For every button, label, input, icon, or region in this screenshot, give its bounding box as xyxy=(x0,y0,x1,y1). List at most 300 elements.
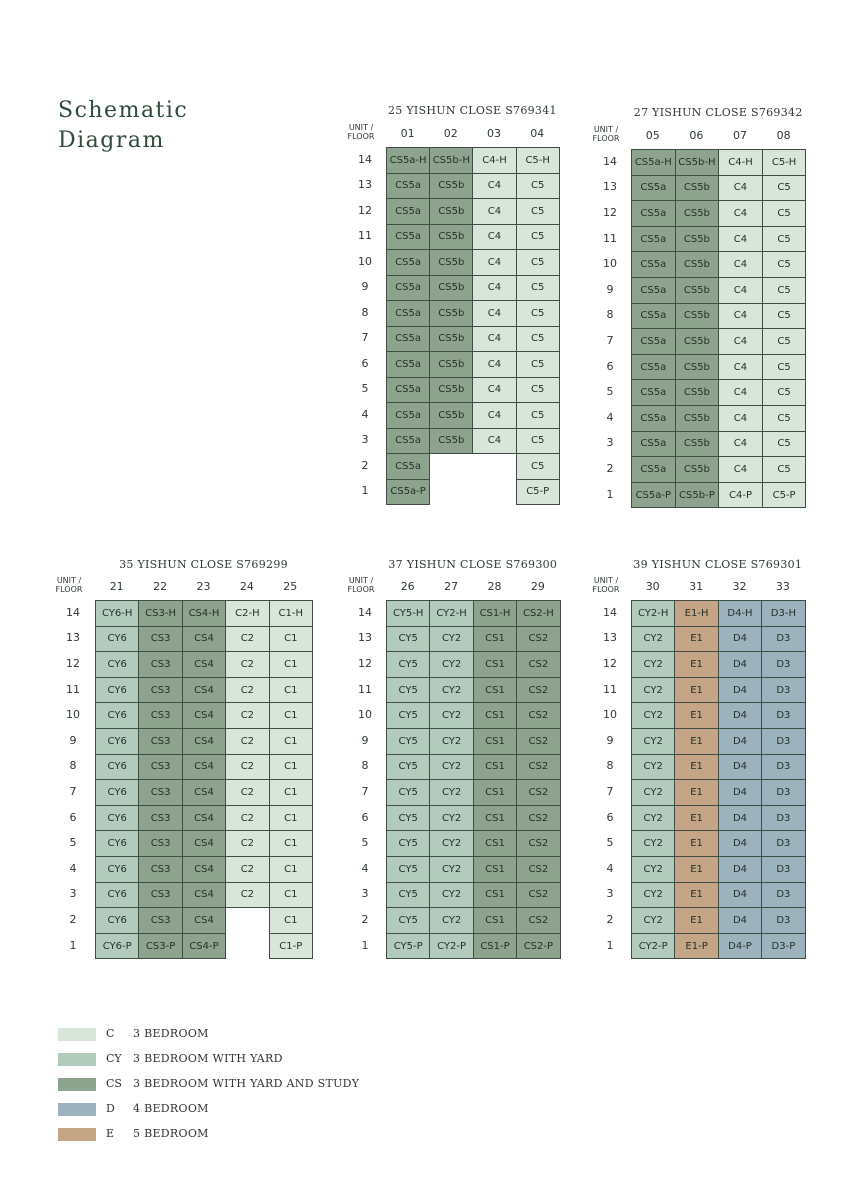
floor-label: 10 xyxy=(358,708,372,722)
unit-cell: CS5a xyxy=(386,428,430,455)
unit-floor-label-line1: UNIT / xyxy=(348,576,374,585)
unit-cell: CS4 xyxy=(182,907,226,934)
floor-label: 12 xyxy=(603,206,617,219)
floor-label: 14 xyxy=(603,154,617,168)
unit-cell: C4 xyxy=(718,405,763,432)
unit-cell: CS5b xyxy=(675,303,720,330)
unit-cell: C5 xyxy=(762,175,807,202)
unit-floor-label xyxy=(344,576,378,594)
unit-cell: CS1 xyxy=(473,651,517,678)
unit-cell: CS5a-H xyxy=(386,147,430,174)
unit-cell: C2 xyxy=(225,856,269,883)
unit-floor-label-line1: UNIT / xyxy=(593,576,619,585)
unit-cell: E1 xyxy=(674,754,718,781)
unit-cell: CS2 xyxy=(516,626,560,653)
unit-cell: CY2 xyxy=(631,907,675,934)
unit-cell: C4-H xyxy=(718,149,763,176)
unit-cell: CS2 xyxy=(516,677,560,704)
unit-cell: D3 xyxy=(761,702,805,729)
unit-cell: E1 xyxy=(674,728,718,755)
unit-number-header: 08 xyxy=(776,129,791,142)
unit-cell: C1 xyxy=(269,728,313,755)
unit-cell: CS3 xyxy=(138,907,182,934)
unit-cell: CS1 xyxy=(473,754,517,781)
unit-cell: CS4 xyxy=(182,805,226,832)
unit-cell: CS5b xyxy=(675,200,720,227)
unit-cell: CS5b xyxy=(429,300,473,327)
unit-cell: CS1 xyxy=(473,805,517,832)
floor-label: 11 xyxy=(603,231,617,245)
floor-label: 1 xyxy=(69,938,77,952)
unit-cell: E1-H xyxy=(674,600,718,627)
unit-cell: CY2 xyxy=(631,728,675,755)
unit-cell: C4 xyxy=(718,303,763,330)
unit-cell: D3 xyxy=(761,754,805,781)
unit-cell: CS5b-P xyxy=(675,482,720,509)
unit-cell: CS5b xyxy=(675,405,720,432)
unit-cell: CS4 xyxy=(182,856,226,883)
unit-cell: CS5a xyxy=(631,200,676,227)
floor-label: 8 xyxy=(69,759,77,773)
unit-cell: D4 xyxy=(718,856,762,883)
unit-cell: C4 xyxy=(472,249,516,276)
unit-cell: CS3 xyxy=(138,882,182,909)
unit-number-header: 27 xyxy=(444,580,459,593)
unit-cell: CS5b xyxy=(429,173,473,200)
unit-cell: CS5b xyxy=(429,326,473,353)
unit-cell: CS3-P xyxy=(138,933,182,960)
legend-swatch xyxy=(58,1028,96,1041)
unit-cell: C5 xyxy=(762,200,807,227)
unit-cell: C5 xyxy=(516,224,560,251)
unit-cell: CS5a xyxy=(631,456,676,483)
unit-number-header: 29 xyxy=(530,580,545,593)
unit-cell: C5 xyxy=(762,251,807,278)
unit-cell: CS2 xyxy=(516,830,560,857)
unit-cell: C2 xyxy=(225,702,269,729)
unit-cell: CS5b xyxy=(675,251,720,278)
unit-cell: C4 xyxy=(718,251,763,278)
unit-cell: CY6 xyxy=(95,805,139,832)
unit-cell: CS3 xyxy=(138,779,182,806)
floor-label: 9 xyxy=(361,733,369,747)
floor-label: 13 xyxy=(66,631,80,645)
unit-cell: C5 xyxy=(516,300,560,327)
floor-label: 9 xyxy=(606,282,614,296)
unit-number-header: 21 xyxy=(109,580,124,593)
floor-label: 7 xyxy=(69,785,77,798)
unit-cell: CS5a xyxy=(386,453,430,480)
unit-cell: C4 xyxy=(718,200,763,227)
page-title xyxy=(58,96,188,156)
unit-cell: CS5a xyxy=(631,251,676,278)
unit-cell: C2 xyxy=(225,754,269,781)
floor-label: 12 xyxy=(66,657,80,670)
unit-cell: D4 xyxy=(718,882,762,909)
unit-cell: CY2-H xyxy=(631,600,675,627)
unit-cell: CY2 xyxy=(429,882,473,909)
unit-cell: C1 xyxy=(269,754,313,781)
unit-cell: C2 xyxy=(225,651,269,678)
unit-cell: C5 xyxy=(516,377,560,404)
unit-cell: C4 xyxy=(472,173,516,200)
floor-label: 3 xyxy=(606,436,614,450)
floor-label: 13 xyxy=(603,180,617,194)
floor-label: 11 xyxy=(358,229,372,243)
block-title: 39 YISHUN CLOSE S769301 xyxy=(633,558,803,571)
unit-number-header: 05 xyxy=(645,129,660,142)
unit-number-header: 31 xyxy=(689,580,704,593)
unit-cell: CS3 xyxy=(138,805,182,832)
unit-cell: CS4 xyxy=(182,728,226,755)
legend-code: D xyxy=(106,1102,115,1115)
unit-cell: CY6 xyxy=(95,882,139,909)
unit-cell: E1 xyxy=(674,805,718,832)
floor-label: 11 xyxy=(66,682,80,696)
unit-cell: CY6 xyxy=(95,754,139,781)
floor-label: 6 xyxy=(606,810,614,824)
unit-cell: C5 xyxy=(762,328,807,355)
unit-cell: D4 xyxy=(718,779,762,806)
legend-swatch xyxy=(58,1103,96,1116)
unit-cell: CS5a xyxy=(386,275,430,302)
unit-cell: CY5 xyxy=(386,677,430,704)
floor-label: 1 xyxy=(606,938,614,952)
floor-label: 10 xyxy=(603,708,617,722)
floor-label: 12 xyxy=(358,203,372,217)
unit-cell: CY2-P xyxy=(631,933,675,960)
unit-cell: E1 xyxy=(674,626,718,653)
unit-cell: D3 xyxy=(761,805,805,832)
unit-cell: E1-P xyxy=(674,933,718,960)
unit-cell: CS5a xyxy=(386,326,430,353)
unit-cell: C4 xyxy=(472,275,516,302)
unit-floor-label-line1: UNIT / xyxy=(56,576,82,585)
unit-cell: CY2-P xyxy=(429,933,473,960)
unit-cell: D4-P xyxy=(718,933,762,960)
unit-floor-label-line2: FLOOR xyxy=(55,585,83,594)
unit-cell: E1 xyxy=(674,856,718,883)
unit-cell: CY5 xyxy=(386,830,430,857)
unit-cell: D4-H xyxy=(718,600,762,627)
unit-cell: CS3 xyxy=(138,856,182,883)
unit-cell: C4 xyxy=(718,354,763,381)
unit-cell: C4-P xyxy=(718,482,763,509)
unit-cell: CS5a xyxy=(386,224,430,251)
legend-swatch xyxy=(58,1053,96,1066)
unit-cell: C2 xyxy=(225,830,269,857)
unit-floor-label-line2: FLOOR xyxy=(592,585,620,594)
unit-cell: D4 xyxy=(718,907,762,934)
unit-cell: CS5a xyxy=(631,226,676,253)
floor-label: 8 xyxy=(606,759,614,773)
unit-cell: CS1 xyxy=(473,882,517,909)
unit-cell: CY5-H xyxy=(386,600,430,627)
unit-cell: D4 xyxy=(718,805,762,832)
floor-label: 6 xyxy=(69,810,77,824)
unit-cell: CS4 xyxy=(182,754,226,781)
unit-cell: CY2 xyxy=(631,651,675,678)
unit-cell: CY6 xyxy=(95,728,139,755)
unit-cell: CS5a xyxy=(631,175,676,202)
unit-cell: C4 xyxy=(718,226,763,253)
unit-cell: CS3 xyxy=(138,728,182,755)
unit-cell: C5 xyxy=(516,173,560,200)
unit-cell: D4 xyxy=(718,702,762,729)
floor-label: 12 xyxy=(603,657,617,670)
unit-cell: C5 xyxy=(762,456,807,483)
unit-cell: C4 xyxy=(472,402,516,429)
unit-cell: CS2 xyxy=(516,805,560,832)
unit-cell: C4 xyxy=(718,379,763,406)
unit-cell: CS2 xyxy=(516,728,560,755)
unit-cell: CS5a xyxy=(386,300,430,327)
unit-cell: CY2 xyxy=(429,856,473,883)
floor-label: 13 xyxy=(358,178,372,192)
floor-label: 1 xyxy=(606,487,614,501)
unit-cell: C5 xyxy=(516,249,560,276)
legend-code: CS xyxy=(106,1077,122,1090)
unit-cell: CS4-P xyxy=(182,933,226,960)
floor-label: 4 xyxy=(606,410,614,424)
unit-cell: CS4 xyxy=(182,830,226,857)
unit-cell: C1 xyxy=(269,677,313,704)
unit-cell: C5 xyxy=(516,275,560,302)
unit-cell: CS5b-H xyxy=(429,147,473,174)
unit-cell: D4 xyxy=(718,651,762,678)
unit-cell: CS2-H xyxy=(516,600,560,627)
unit-cell: CY2 xyxy=(429,754,473,781)
unit-cell: C4 xyxy=(718,431,763,458)
legend-swatch xyxy=(58,1078,96,1091)
floor-label: 4 xyxy=(69,861,77,875)
unit-cell: CY6 xyxy=(95,677,139,704)
unit-cell: CS4 xyxy=(182,677,226,704)
floor-label: 3 xyxy=(361,433,369,447)
unit-floor-label xyxy=(52,576,86,594)
unit-cell: CY2 xyxy=(631,677,675,704)
unit-cell: CS5a-H xyxy=(631,149,676,176)
floor-label: 10 xyxy=(358,254,372,268)
unit-cell: CS5b xyxy=(675,431,720,458)
block-title: 35 YISHUN CLOSE S769299 xyxy=(119,558,288,571)
unit-cell: CS3-H xyxy=(138,600,182,627)
unit-cell: D3 xyxy=(761,651,805,678)
unit-cell: C5 xyxy=(762,303,807,330)
unit-cell: C1-P xyxy=(269,933,313,960)
unit-cell: CS5b xyxy=(429,198,473,225)
unit-cell: C2 xyxy=(225,882,269,909)
unit-cell: D3-P xyxy=(761,933,805,960)
unit-cell: C5-P xyxy=(762,482,807,509)
unit-cell: E1 xyxy=(674,779,718,806)
unit-number-header: 28 xyxy=(487,580,502,593)
unit-cell: C5 xyxy=(762,379,807,406)
unit-cell: CS5a xyxy=(631,379,676,406)
unit-cell: CY6 xyxy=(95,702,139,729)
unit-cell: E1 xyxy=(674,702,718,729)
floor-label: 14 xyxy=(603,605,617,619)
unit-cell: CS3 xyxy=(138,677,182,704)
unit-cell: CY6 xyxy=(95,651,139,678)
unit-number-header: 04 xyxy=(530,127,545,140)
unit-cell: D3-H xyxy=(761,600,805,627)
legend-description: 4 BEDROOM xyxy=(133,1102,209,1115)
floor-label: 9 xyxy=(361,280,369,294)
unit-cell: C2-H xyxy=(225,600,269,627)
unit-cell: CY2 xyxy=(429,830,473,857)
floor-label: 10 xyxy=(603,257,617,271)
unit-cell: CY2 xyxy=(631,754,675,781)
unit-cell: C1 xyxy=(269,702,313,729)
unit-cell: D4 xyxy=(718,728,762,755)
floor-label: 6 xyxy=(361,810,369,824)
unit-cell: D3 xyxy=(761,779,805,806)
floor-label: 2 xyxy=(606,462,614,475)
floor-label: 8 xyxy=(361,759,369,773)
floor-label: 1 xyxy=(361,484,369,498)
unit-cell: CY5-P xyxy=(386,933,430,960)
unit-cell: CS2 xyxy=(516,779,560,806)
floor-label: 9 xyxy=(69,733,77,747)
unit-cell: CY5 xyxy=(386,907,430,934)
unit-cell: C1 xyxy=(269,830,313,857)
unit-cell: C5 xyxy=(762,354,807,381)
unit-cell: C4 xyxy=(472,326,516,353)
unit-cell: C4 xyxy=(472,300,516,327)
unit-cell: CS5b xyxy=(429,351,473,378)
unit-cell: CS1 xyxy=(473,728,517,755)
unit-cell: CY6 xyxy=(95,856,139,883)
unit-cell: CY6 xyxy=(95,626,139,653)
unit-cell: CS5b xyxy=(429,224,473,251)
unit-cell: CY5 xyxy=(386,754,430,781)
unit-cell: C2 xyxy=(225,805,269,832)
unit-cell: CY5 xyxy=(386,728,430,755)
unit-cell: C5 xyxy=(516,453,560,480)
unit-number-header: 06 xyxy=(689,129,704,142)
floor-label: 13 xyxy=(358,631,372,645)
legend-code: E xyxy=(106,1127,115,1140)
unit-cell: CS5a-P xyxy=(631,482,676,509)
floor-label: 5 xyxy=(606,836,614,850)
unit-cell: CY2 xyxy=(631,856,675,883)
unit-cell: CS5a xyxy=(386,249,430,276)
floor-label: 9 xyxy=(606,733,614,747)
unit-floor-label-line1: UNIT / xyxy=(593,125,619,134)
unit-cell: CS1 xyxy=(473,779,517,806)
unit-cell: CS4-H xyxy=(182,600,226,627)
unit-cell: C1 xyxy=(269,651,313,678)
floor-label: 14 xyxy=(358,605,372,619)
page-title-line2: Diagram xyxy=(58,128,165,153)
unit-cell: CS5a xyxy=(386,351,430,378)
unit-cell: C4 xyxy=(718,456,763,483)
floor-label: 3 xyxy=(361,887,369,901)
unit-cell: CS1-P xyxy=(473,933,517,960)
unit-cell: CS3 xyxy=(138,754,182,781)
unit-cell: CS5b xyxy=(675,354,720,381)
unit-cell: C1 xyxy=(269,779,313,806)
floor-label: 10 xyxy=(66,708,80,722)
unit-cell: CY2 xyxy=(429,779,473,806)
floor-label: 14 xyxy=(358,152,372,166)
unit-floor-label xyxy=(589,576,623,594)
floor-label: 5 xyxy=(69,836,77,850)
unit-cell: CY6 xyxy=(95,779,139,806)
floor-label: 1 xyxy=(361,938,369,952)
block-title: 27 YISHUN CLOSE S769342 xyxy=(633,106,803,119)
unit-cell: C5 xyxy=(762,431,807,458)
floor-label: 11 xyxy=(603,682,617,696)
floor-label: 8 xyxy=(606,308,614,322)
unit-number-header: 02 xyxy=(443,127,458,140)
page-title-line1: Schematic xyxy=(58,98,189,123)
unit-cell: CY5 xyxy=(386,856,430,883)
unit-number-header: 07 xyxy=(732,129,747,142)
unit-cell: C4 xyxy=(472,377,516,404)
legend-description: 3 BEDROOM WITH YARD xyxy=(133,1052,283,1065)
unit-number-header: 23 xyxy=(196,580,211,593)
unit-cell: CS3 xyxy=(138,830,182,857)
unit-cell: CS5a xyxy=(631,303,676,330)
unit-cell: CS5a xyxy=(631,354,676,381)
unit-cell: CY5 xyxy=(386,626,430,653)
unit-cell: E1 xyxy=(674,677,718,704)
unit-cell: D3 xyxy=(761,856,805,883)
floor-label: 6 xyxy=(606,359,614,373)
legend-description: 3 BEDROOM xyxy=(133,1027,209,1040)
unit-cell: C4 xyxy=(472,198,516,225)
floor-label: 4 xyxy=(361,861,369,875)
unit-cell: CY6 xyxy=(95,830,139,857)
unit-cell: C5 xyxy=(516,198,560,225)
unit-cell: CS2 xyxy=(516,907,560,934)
unit-cell: CS2 xyxy=(516,651,560,678)
unit-cell: C4 xyxy=(718,175,763,202)
floor-label: 7 xyxy=(361,785,369,798)
unit-number-header: 33 xyxy=(775,580,790,593)
floor-label: 7 xyxy=(606,334,614,347)
floor-label: 6 xyxy=(361,356,369,370)
floor-label: 7 xyxy=(361,331,369,345)
unit-cell: C5-H xyxy=(516,147,560,174)
floor-label: 3 xyxy=(606,887,614,901)
unit-cell: CY5 xyxy=(386,779,430,806)
unit-cell: CS5a-P xyxy=(386,479,430,506)
unit-cell: E1 xyxy=(674,651,718,678)
unit-cell: CY2 xyxy=(631,626,675,653)
unit-floor-label xyxy=(344,123,378,141)
unit-cell: C5-H xyxy=(762,149,807,176)
unit-cell: CS5a xyxy=(631,405,676,432)
floor-label: 2 xyxy=(606,913,614,926)
unit-cell: C5-P xyxy=(516,479,560,506)
unit-cell: D4 xyxy=(718,677,762,704)
unit-cell: D4 xyxy=(718,754,762,781)
unit-floor-label-line2: FLOOR xyxy=(347,585,375,594)
unit-cell: CS4 xyxy=(182,651,226,678)
unit-cell: CS4 xyxy=(182,702,226,729)
unit-number-header: 22 xyxy=(153,580,168,593)
unit-floor-label xyxy=(589,125,623,143)
unit-cell: CY2 xyxy=(631,779,675,806)
unit-cell: C4-H xyxy=(472,147,516,174)
unit-cell: CS2-P xyxy=(516,933,560,960)
unit-cell: CY6-H xyxy=(95,600,139,627)
floor-label: 14 xyxy=(66,605,80,619)
unit-cell: E1 xyxy=(674,907,718,934)
